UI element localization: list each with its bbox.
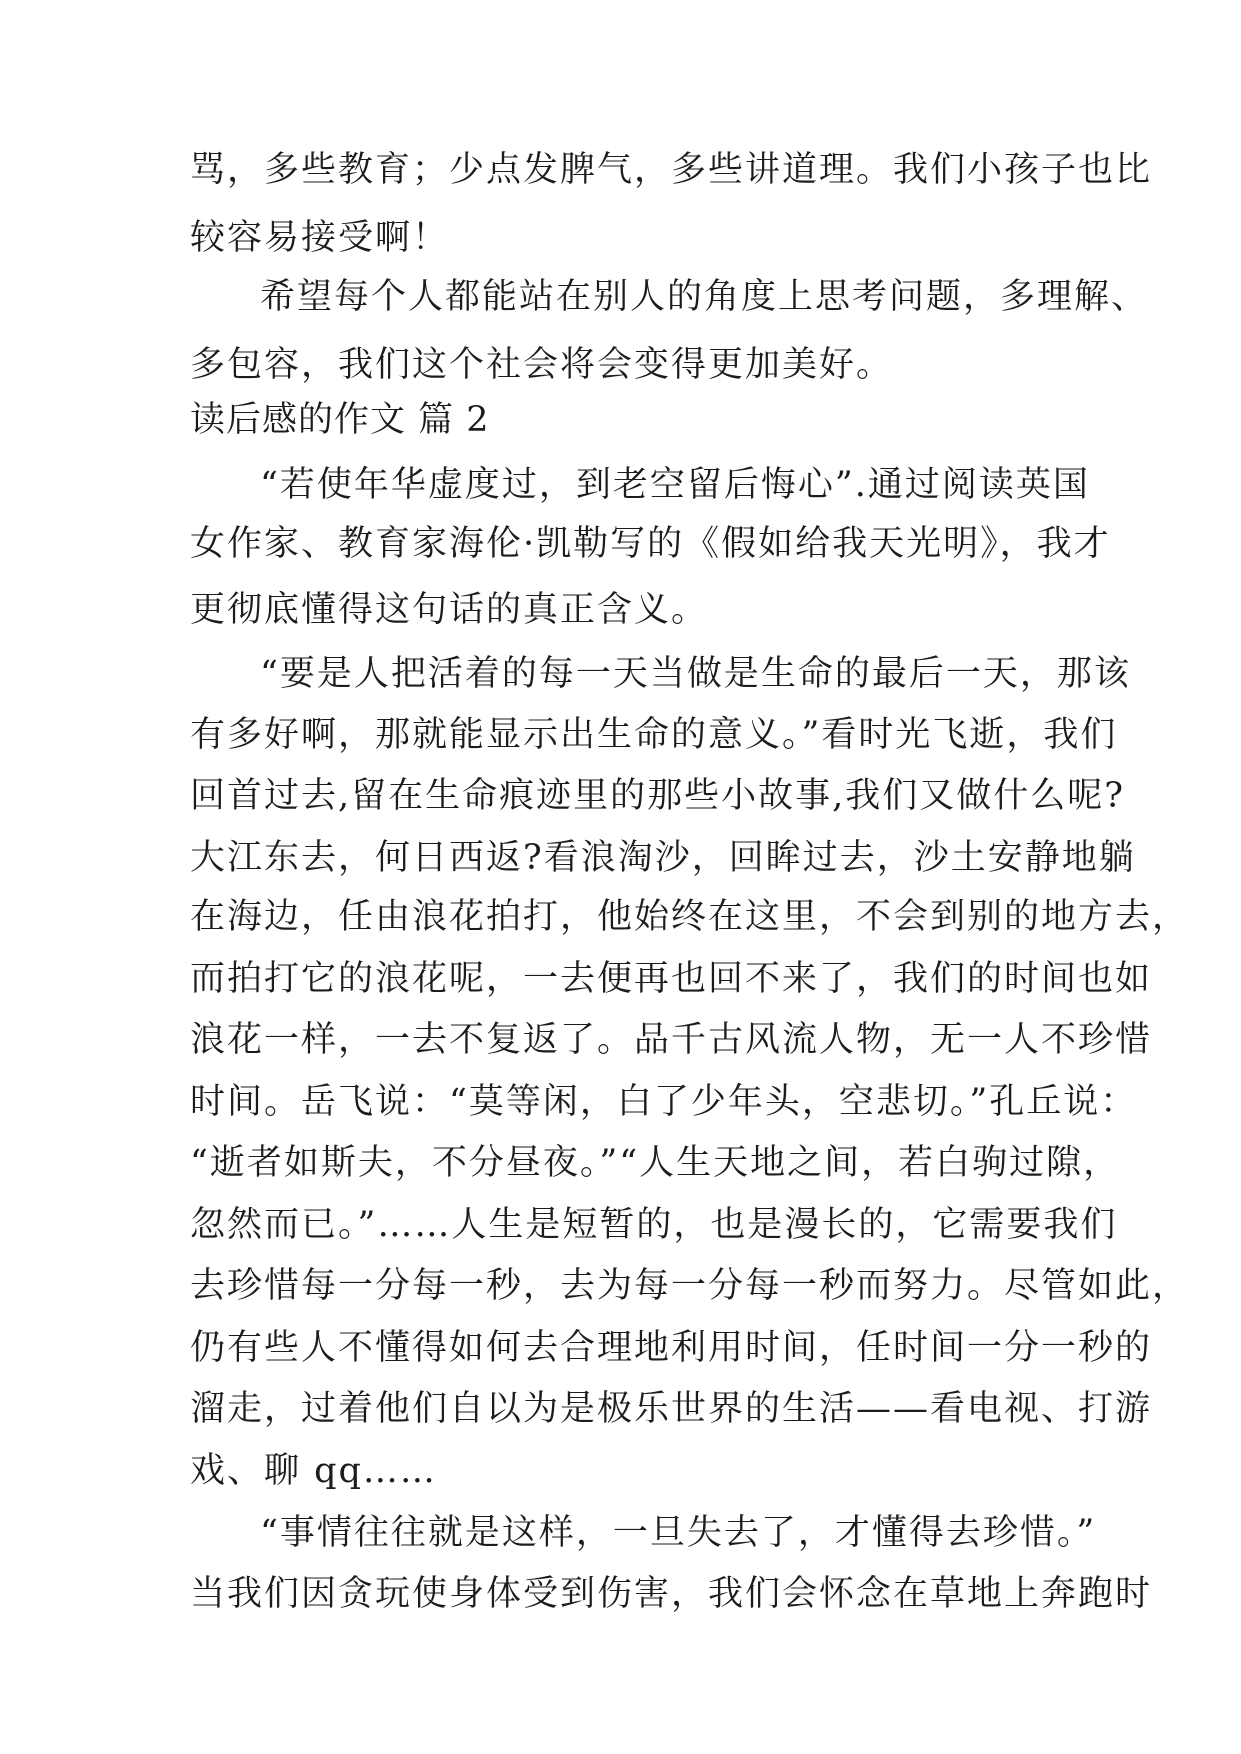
text-line: 较容易接受啊！ <box>190 218 450 258</box>
text-line: 在海边，任由浪花拍打，他始终在这里，不会到别的地方去， <box>190 897 1190 937</box>
text-line: 浪花一样，一去不复返了。品千古风流人物，无一人不珍惜 <box>190 1020 1153 1060</box>
text-line: 时间。岳飞说：“莫等闲，白了少年头，空悲切。”孔丘说： <box>190 1082 1138 1122</box>
text-line: 溜走，过着他们自以为是极乐世界的生活——看电视、打游 <box>190 1389 1153 1429</box>
text-line: “逝者如斯夫，不分昼夜。”“人生天地之间，若白驹过隙， <box>190 1143 1121 1183</box>
text-line: 忽然而已。”……人生是短暂的，也是漫长的，它需要我们 <box>190 1205 1118 1245</box>
text-line: 回首过去,留在生命痕迹里的那些小故事,我们又做什么呢? <box>190 776 1126 816</box>
text-line: 更彻底懂得这句话的真正含义。 <box>190 590 709 630</box>
paragraph-start-line: “要是人把活着的每一天当做是生命的最后一天，那该 <box>260 654 1131 694</box>
text-line: 大江东去，何日西返?看浪淘沙，回眸过去，沙土安静地躺 <box>190 838 1136 878</box>
paragraph-start-line: “若使年华虚度过，到老空留后悔心”.通过阅读英国 <box>260 465 1090 505</box>
section-heading: 读后感的作文 篇 2 <box>190 400 490 440</box>
paragraph-start-line: “事情往往就是这样，一旦失去了，才懂得去珍惜。” <box>260 1513 1097 1553</box>
text-line: 多包容，我们这个社会将会变得更加美好。 <box>190 345 894 385</box>
text-line: 女作家、教育家海伦·凯勒写的《假如给我天光明》，我才 <box>190 524 1111 564</box>
text-line: 有多好啊，那就能显示出生命的意义。”看时光飞逝，我们 <box>190 715 1118 755</box>
text-line: 去珍惜每一分每一秒，去为每一分每一秒而努力。尽管如此， <box>190 1266 1190 1306</box>
text-line: 当我们因贪玩使身体受到伤害，我们会怀念在草地上奔跑时 <box>190 1574 1153 1614</box>
text-line: 戏、聊 qq…… <box>190 1451 437 1491</box>
text-line: 骂，多些教育；少点发脾气，多些讲道理。我们小孩子也比 <box>190 150 1153 190</box>
text-line: 仍有些人不懂得如何去合理地利用时间，任时间一分一秒的 <box>190 1328 1153 1368</box>
paragraph-start-line: 希望每个人都能站在别人的角度上思考问题，多理解、 <box>260 277 1149 317</box>
text-line: 而拍打它的浪花呢，一去便再也回不来了，我们的时间也如 <box>190 959 1153 999</box>
